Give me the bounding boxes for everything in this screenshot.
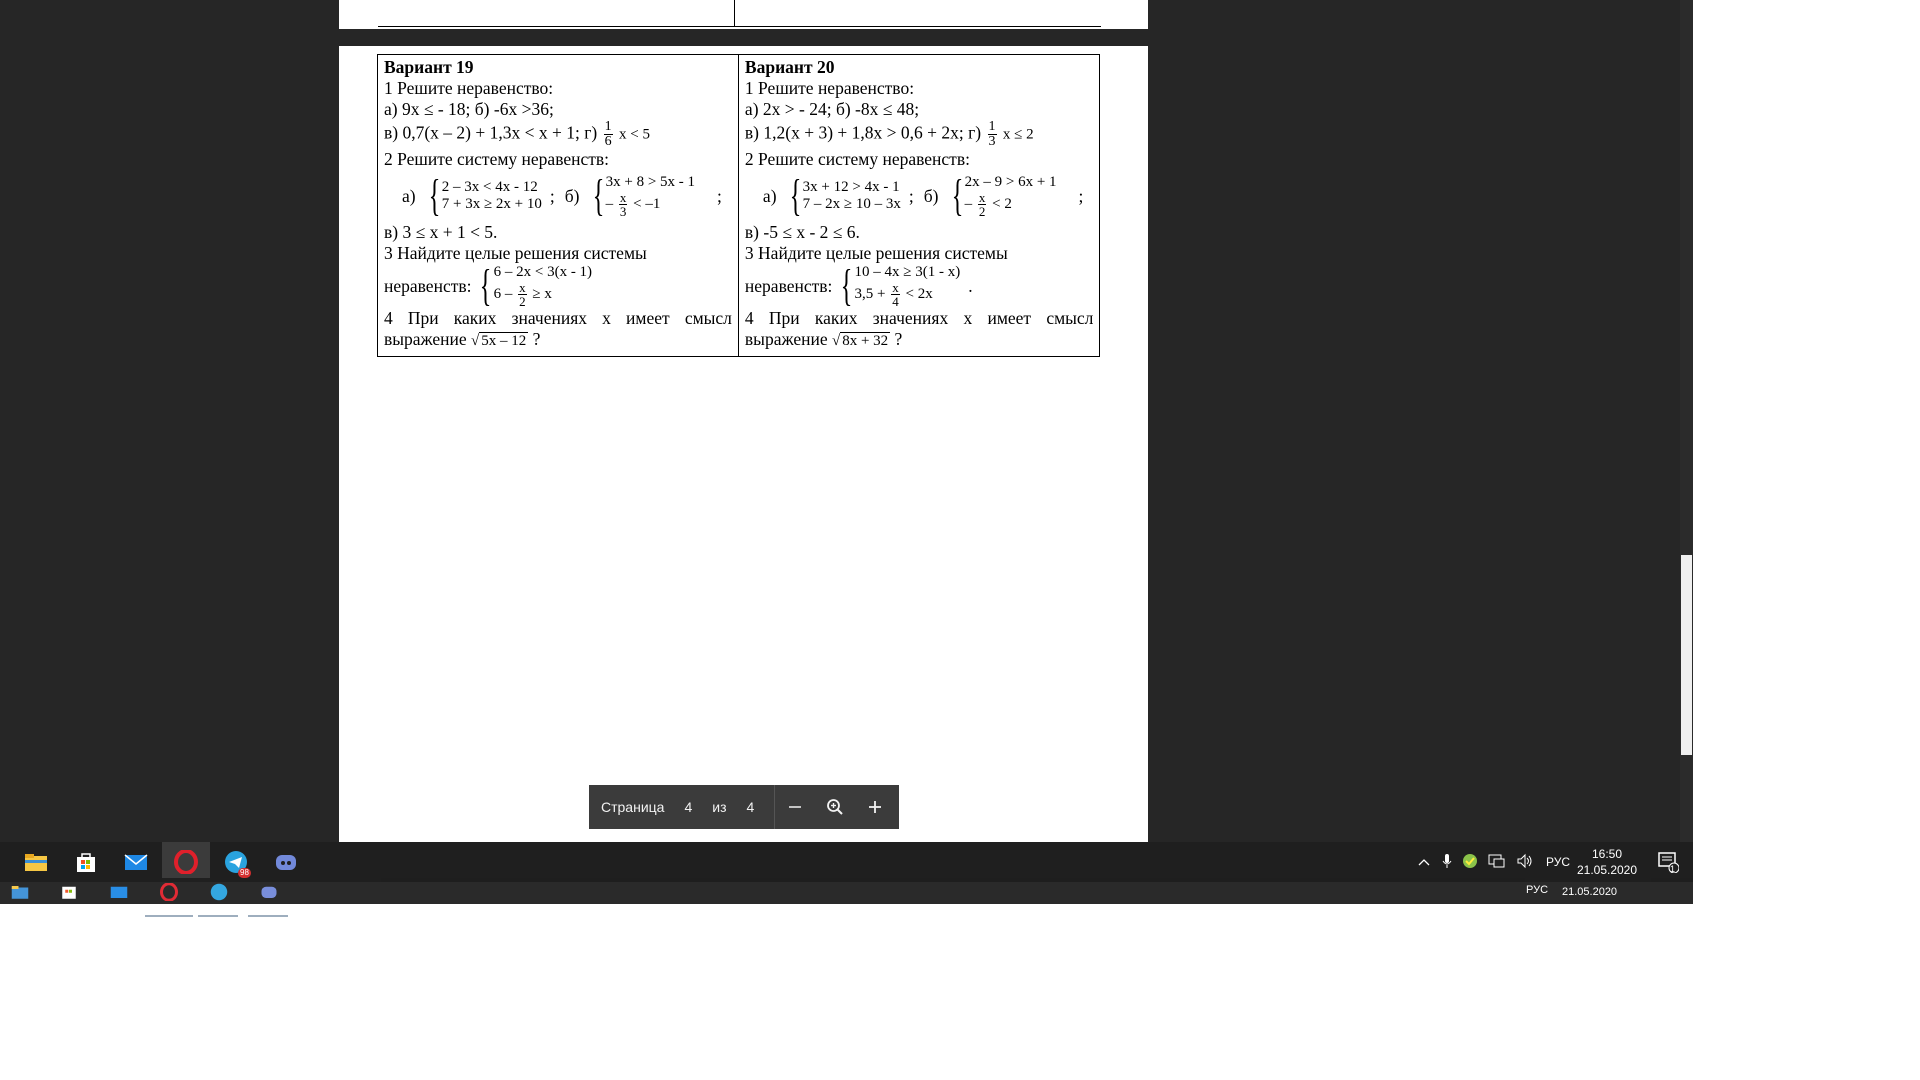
clock-date: 21.05.2020	[1576, 863, 1638, 877]
q3-line2	[855, 281, 961, 308]
brace-icon: {	[480, 261, 492, 310]
q1-heading: 1 Решите неравенство:	[384, 78, 554, 98]
zoom-out-button[interactable]	[775, 785, 815, 829]
q2-heading: 2 Решите систему неравенств:	[384, 149, 610, 169]
q2b-line2-rest: < –1	[633, 195, 661, 212]
telegram-unread-badge: 98	[240, 868, 249, 877]
q2a-system	[424, 171, 542, 220]
discord-icon	[259, 882, 280, 903]
q2b-label: б)	[923, 185, 939, 206]
table-column-divider	[734, 0, 735, 27]
q1-heading: 1 Решите неравенство:	[744, 78, 915, 98]
fraction	[978, 191, 987, 218]
language-indicator[interactable]: РУС	[1546, 855, 1571, 869]
fraction-numerator: x	[892, 280, 899, 295]
q2a-line2: 7 – 2x ≥ 10 – 3x	[802, 196, 901, 212]
zoom-fit-button[interactable]	[815, 785, 855, 829]
fraction-denominator: 2	[978, 204, 986, 219]
store-icon[interactable]	[72, 848, 100, 876]
fraction-numerator: 1	[604, 119, 612, 134]
q4-expression	[745, 329, 1094, 352]
page-label: Страница	[601, 799, 665, 815]
taskbar-underline	[198, 915, 238, 917]
shield-icon[interactable]	[1462, 853, 1478, 872]
opera-icon	[159, 882, 180, 903]
notification-count: 1	[1670, 864, 1676, 874]
q1-v: в) 1,2(x + 3) + 1,8x > 0,6 + 2x; г)	[744, 122, 982, 143]
table-bottom-border	[378, 26, 1101, 27]
sqrt-icon: √ 5x – 12	[471, 333, 527, 349]
q1-g-rest: x < 5	[618, 126, 650, 143]
fraction-denominator: 6	[604, 134, 612, 149]
brace-icon: {	[841, 261, 853, 310]
q1-ab: а) 2x > - 24; б) -8x ≤ 48;	[744, 99, 920, 119]
fraction	[518, 281, 527, 308]
microphone-icon[interactable]	[1442, 853, 1452, 872]
zoom-icon	[826, 798, 844, 816]
clock[interactable]	[1572, 846, 1642, 878]
fraction	[619, 191, 628, 218]
q2b-line1: 2x – 9 > 6x + 1	[964, 174, 1057, 190]
fraction	[604, 120, 613, 149]
separator: ;	[717, 185, 722, 206]
separator: ;	[908, 185, 914, 206]
q3-line2-pre: 3,5 +	[854, 285, 886, 302]
fraction	[891, 281, 900, 308]
minus-icon	[787, 799, 803, 815]
q2b-line2	[606, 191, 695, 218]
clock-time: 16:50	[1591, 847, 1623, 861]
q4-text: 4 При каких значениях x имеет смысл	[384, 308, 732, 328]
zoom-in-button[interactable]	[855, 785, 895, 829]
q3-system-row	[384, 261, 732, 310]
brace-icon: {	[428, 171, 440, 220]
system-tray	[1418, 842, 1570, 882]
minus-sign: –	[964, 195, 973, 212]
q2b-system	[947, 171, 1057, 220]
network-icon[interactable]	[1488, 853, 1506, 872]
sqrt-icon: √ 8x + 32	[831, 333, 889, 349]
telegram-icon	[209, 882, 230, 903]
q2-systems	[763, 170, 1094, 222]
q4-lead: выражение	[744, 329, 828, 349]
q3-lead: неравенств:	[384, 275, 472, 296]
fraction-numerator: x	[519, 280, 526, 295]
q2a-line1: 2 – 3x < 4x - 12	[441, 179, 538, 195]
page-of-label: из	[712, 799, 727, 815]
separator: ;	[1078, 185, 1084, 206]
q2-systems	[402, 170, 732, 222]
q2a-line1: 3x + 12 > 4x - 1	[802, 179, 900, 195]
fraction-numerator: x	[619, 190, 627, 205]
previous-page-bottom	[339, 0, 1148, 29]
q3-line1: 10 – 4x ≥ 3(1 - x)	[854, 264, 961, 280]
q2b-system	[588, 171, 696, 220]
file-explorer-icon[interactable]	[22, 848, 50, 876]
q4-lead: выражение	[384, 329, 467, 349]
notification-icon[interactable]	[1657, 851, 1679, 878]
q3-system-row	[744, 261, 1094, 310]
q2-heading: 2 Решите систему неравенств:	[744, 149, 970, 169]
taskbar-underline	[248, 915, 288, 917]
separator: ;	[549, 185, 555, 206]
q4-expression	[384, 329, 732, 352]
variant-20-cell	[738, 55, 1100, 357]
fraction	[988, 120, 997, 149]
variant-19-title: Вариант 19	[384, 57, 474, 77]
file-explorer-icon	[10, 882, 31, 903]
fraction-denominator: 3	[988, 134, 996, 149]
q3-heading: 3 Найдите целые решения системы	[744, 243, 1008, 263]
q2a-system	[785, 171, 901, 220]
q2a-label: а)	[402, 185, 416, 206]
period: .	[968, 275, 973, 296]
page-toolbar	[589, 785, 899, 829]
variant-20-title: Вариант 20	[744, 57, 835, 77]
q3-line2-rest: < 2x	[905, 285, 933, 302]
variants-table	[377, 54, 1100, 357]
q1-vg	[745, 120, 1094, 149]
volume-icon[interactable]	[1516, 853, 1534, 872]
fraction-numerator: x	[978, 190, 986, 205]
pdf-page	[339, 46, 1148, 842]
q2a-label: а)	[762, 185, 777, 206]
fraction-denominator: 2	[519, 294, 526, 309]
radicand: 5x – 12	[481, 333, 527, 349]
mail-icon	[109, 882, 130, 903]
q1-g-rest: x ≤ 2	[1002, 126, 1034, 143]
scrollbar-thumb[interactable]	[1681, 555, 1692, 755]
fraction-denominator: 4	[892, 294, 899, 309]
q2b-line2	[965, 191, 1057, 218]
q3-line2-rest: ≥ x	[532, 285, 552, 302]
q2b-line1: 3x + 8 > 5x - 1	[605, 174, 696, 190]
fraction-numerator: 1	[988, 119, 996, 134]
radicand: 8x + 32	[842, 333, 889, 349]
clock-date-ghost: 21.05.2020	[1562, 886, 1618, 898]
minus-sign: –	[605, 195, 614, 212]
chevron-up-icon[interactable]	[1418, 855, 1430, 869]
q3-line2	[494, 281, 592, 308]
q2-v: в) 3 ≤ x + 1 < 5.	[384, 222, 498, 242]
plus-icon	[867, 799, 883, 815]
language-indicator-ghost: РУС	[1526, 884, 1549, 896]
q2b-label: б)	[564, 185, 580, 206]
page-number-input[interactable]: 4	[684, 799, 693, 815]
page-total: 4	[746, 799, 755, 815]
brace-icon: {	[789, 171, 801, 220]
q2a-line2: 7 + 3x ≥ 2x + 10	[441, 196, 542, 212]
brace-icon: {	[592, 171, 604, 220]
q4-text: 4 При каких значениях x имеет смысл	[744, 308, 1094, 328]
taskbar-ghost	[0, 878, 1693, 904]
variant-19-cell	[378, 55, 739, 357]
q4-tail: ?	[532, 329, 541, 349]
discord-icon[interactable]	[272, 848, 300, 876]
q3-heading: 3 Найдите целые решения системы	[384, 243, 647, 263]
q2b-line2-rest: < 2	[992, 195, 1012, 212]
q4-tail: ?	[894, 329, 903, 349]
fraction-denominator: 3	[619, 204, 627, 219]
q3-system	[475, 261, 593, 310]
q1-vg	[384, 120, 732, 149]
taskbar-underline	[145, 915, 193, 917]
q2-v: в) -5 ≤ x - 2 ≤ 6.	[744, 222, 860, 242]
taskbar	[0, 842, 1693, 882]
q1-v: в) 0,7(x – 2) + 1,3x < x + 1; г)	[384, 122, 598, 143]
store-icon	[59, 882, 80, 903]
mail-icon[interactable]	[122, 848, 150, 876]
q3-lead: неравенств:	[744, 275, 833, 296]
opera-icon[interactable]	[172, 848, 200, 876]
q3-line1: 6 – 2x < 3(x - 1)	[493, 264, 593, 280]
q3-system	[836, 261, 961, 310]
q3-line2-pre: 6 –	[493, 285, 513, 302]
q1-ab: а) 9x ≤ - 18; б) -6x >36;	[384, 99, 554, 119]
brace-icon: {	[951, 171, 963, 220]
